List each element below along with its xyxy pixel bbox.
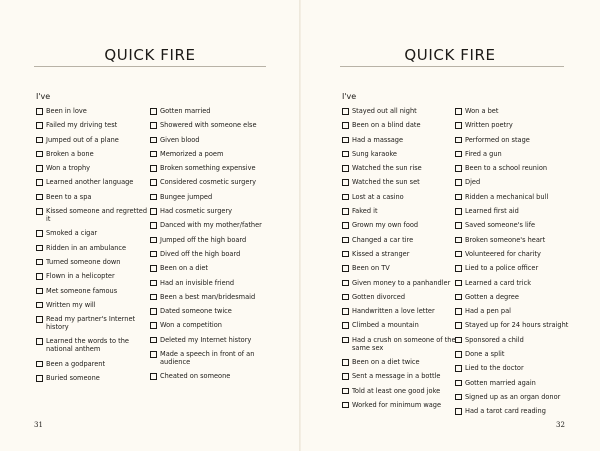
checklist-item (455, 221, 571, 229)
page-number: 32 (556, 421, 565, 429)
checklist-item (455, 121, 571, 129)
checklist-item (36, 136, 152, 144)
checklist-item-label: Learned first aid (465, 207, 519, 216)
checklist-item-label: Sponsored a child (465, 335, 524, 344)
checklist-item-label: Buried someone (46, 374, 100, 383)
checkbox-icon (342, 179, 349, 186)
checklist-item-label: Been in love (46, 107, 87, 115)
checklist-item-label: Jumped off the high board (160, 235, 247, 244)
checklist-item (455, 364, 571, 372)
checklist-item (342, 136, 460, 144)
checkbox-icon (342, 122, 349, 129)
checklist-item (455, 307, 571, 315)
checklist-item-label: Been to a spa (46, 192, 92, 201)
checklist-item-label: Been a best man/bridesmaid (160, 292, 256, 301)
checklist-item (150, 307, 266, 315)
checklist-item-label: Smoked a cigar (46, 229, 98, 238)
page-title: QUICK FIRE (404, 46, 496, 64)
checklist-item-label: Gotten married (160, 107, 211, 115)
checkbox-icon (455, 208, 462, 215)
checkbox-icon (342, 337, 349, 344)
checklist-item (455, 293, 571, 301)
checkbox-icon (342, 194, 349, 201)
checklist-item (455, 250, 571, 258)
checklist-item (455, 407, 571, 415)
checklist-item-label: Flown in a helicopter (46, 272, 115, 281)
checklist-item-label: Worked for minimum wage (352, 400, 442, 409)
checklist-item-label: Bungee jumped (160, 192, 213, 201)
checklist-item-label: Been on TV (352, 264, 390, 273)
checkbox-icon (150, 308, 157, 315)
checklist-item (150, 121, 266, 129)
checkbox-icon (150, 351, 157, 358)
checklist-item (342, 336, 460, 352)
checklist-item (342, 307, 460, 315)
checkbox-icon (342, 322, 349, 329)
checkbox-icon (342, 165, 349, 172)
checklist-item (36, 193, 152, 201)
checkbox-icon (36, 338, 43, 345)
title-rule (340, 66, 564, 67)
checklist-column-1 (342, 107, 460, 415)
checklist-item-label: Sung karaoke (352, 149, 397, 158)
checklist-item (150, 150, 266, 158)
checklist-item (36, 301, 152, 309)
checklist-item-label: Deleted my Internet history (160, 335, 252, 344)
intro-text: I've (36, 92, 51, 101)
checkbox-icon (36, 259, 43, 266)
checkbox-icon (36, 137, 43, 144)
checklist-item-label: Had a pen pal (465, 307, 511, 316)
checklist-item-label: Signed up as an organ donor (465, 392, 561, 401)
checklist-item (455, 207, 571, 215)
checkbox-icon (150, 108, 157, 115)
checklist-item-label: Showered with someone else (160, 121, 257, 130)
checklist-item-label: Gotten divorced (352, 292, 406, 301)
checklist-item-label: Written poetry (465, 121, 513, 130)
checklist-item (150, 321, 266, 329)
checklist-item (36, 258, 152, 266)
checklist-item-label: Dated someone twice (160, 307, 232, 316)
checklist-column-2 (150, 107, 266, 387)
checkbox-icon (150, 194, 157, 201)
checklist-item (36, 178, 152, 186)
checklist-item-label: Memorized a poem (160, 149, 224, 158)
checklist-item-label: Stayed up for 24 hours straight (465, 321, 569, 330)
checklist-item (36, 207, 152, 223)
checkbox-icon (150, 165, 157, 172)
checklist-item-label: Had cosmetic surgery (160, 207, 233, 216)
checklist-item-label: Been a godparent (46, 359, 106, 368)
checklist-item (342, 107, 460, 115)
checkbox-icon (150, 208, 157, 215)
checklist-item (150, 293, 266, 301)
checklist-item-label: Handwritten a love letter (352, 307, 435, 316)
checklist-item-label: Lied to a police officer (465, 264, 539, 273)
checkbox-icon (455, 408, 462, 415)
checkbox-icon (455, 337, 462, 344)
checklist-item (342, 178, 460, 186)
checkbox-icon (36, 108, 43, 115)
checklist-item (150, 264, 266, 272)
checkbox-icon (342, 388, 349, 395)
checkbox-icon (455, 179, 462, 186)
checkbox-icon (455, 294, 462, 301)
checkbox-icon (36, 165, 43, 172)
checklist-item-label: Had an invisible friend (160, 278, 235, 287)
checklist-item-label: Jumped out of a plane (46, 135, 119, 144)
checklist-item-label: Lied to the doctor (465, 364, 524, 373)
checklist-item (150, 207, 266, 215)
checklist-item-label: Won a competition (160, 321, 222, 330)
checkbox-icon (36, 122, 43, 129)
checkbox-icon (342, 137, 349, 144)
checklist-item (342, 250, 460, 258)
checkbox-icon (342, 222, 349, 229)
checklist-item (150, 178, 266, 186)
checkbox-icon (455, 380, 462, 387)
checkbox-icon (36, 316, 43, 323)
checkbox-icon (455, 365, 462, 372)
checkbox-icon (342, 237, 349, 244)
checklist-item-label: Stayed out all night (352, 107, 417, 115)
checklist-item-label: Grown my own food (352, 221, 419, 230)
checklist-item (455, 350, 571, 358)
checkbox-icon (150, 337, 157, 344)
checklist-item-label: Done a split (465, 350, 505, 359)
checklist-item-label: Told at least one good joke (352, 386, 441, 395)
checklist-item (150, 279, 266, 287)
checklist-item-label: Saved someone's life (465, 221, 536, 230)
checklist-item-label: Gotten a degree (465, 292, 519, 301)
checklist-item (342, 236, 460, 244)
checkbox-icon (150, 122, 157, 129)
checkbox-icon (36, 179, 43, 186)
checklist-item-label: Won a bet (465, 107, 499, 115)
checkbox-icon (455, 280, 462, 287)
checklist-item (455, 193, 571, 201)
checklist-item-label: Written my will (46, 300, 96, 309)
page-number: 31 (34, 421, 43, 429)
checklist-item-label: Danced with my mother/father (160, 221, 262, 230)
checklist-item (150, 336, 266, 344)
checkbox-icon (150, 222, 157, 229)
checklist-item-label: Had a crush on someone of the same sex (352, 335, 456, 352)
checklist-item (150, 350, 266, 366)
checklist-item-label: Kissed a stranger (352, 249, 410, 258)
checklist-item (342, 193, 460, 201)
checklist-item (455, 150, 571, 158)
checklist-item (150, 372, 266, 380)
checkbox-icon (455, 351, 462, 358)
checkbox-icon (36, 375, 43, 382)
checkbox-icon (342, 280, 349, 287)
checklist-item (36, 360, 152, 368)
checklist-item-label: Performed on stage (465, 135, 530, 144)
checklist-item-label: Learned another language (46, 178, 134, 187)
checklist-item (342, 121, 460, 129)
checklist-item (36, 374, 152, 382)
checklist-item (455, 379, 571, 387)
checklist-item-label: Considered cosmetic surgery (160, 178, 257, 187)
checkbox-icon (150, 322, 157, 329)
checklist-item (36, 337, 152, 353)
checkbox-icon (36, 245, 43, 252)
checklist-item-label: Broken someone's heart (465, 235, 546, 244)
checkbox-icon (150, 179, 157, 186)
checklist-item (150, 250, 266, 258)
checklist-item (342, 358, 460, 366)
checklist-item (342, 387, 460, 395)
checklist-item (342, 279, 460, 287)
checklist-item (342, 264, 460, 272)
checkbox-icon (150, 151, 157, 158)
checkbox-icon (455, 237, 462, 244)
checkbox-icon (342, 251, 349, 258)
checklist-item (455, 164, 571, 172)
checkbox-icon (342, 151, 349, 158)
checklist-item-label: Learned a card trick (465, 278, 532, 287)
checkbox-icon (455, 122, 462, 129)
checklist-item-label: Sent a message in a bottle (352, 372, 441, 381)
checklist-item (455, 336, 571, 344)
checkbox-icon (36, 302, 43, 309)
checklist-item-label: Ridden a mechanical bull (465, 192, 549, 201)
checkbox-icon (455, 394, 462, 401)
checklist-item (36, 244, 152, 252)
checkbox-icon (455, 194, 462, 201)
checklist-item (342, 207, 460, 215)
checklist-item-label: Cheated on someone (160, 372, 231, 381)
checkbox-icon (150, 251, 157, 258)
checkbox-icon (36, 208, 43, 215)
right-page (300, 0, 600, 451)
checkbox-icon (36, 288, 43, 295)
checklist-item (36, 121, 152, 129)
checklist-item (150, 236, 266, 244)
checkbox-icon (455, 151, 462, 158)
checkbox-icon (150, 265, 157, 272)
checklist-item (150, 164, 266, 172)
checklist-item (342, 321, 460, 329)
checkbox-icon (342, 359, 349, 366)
checklist-item (342, 372, 460, 380)
checkbox-icon (455, 322, 462, 329)
page-title: QUICK FIRE (104, 46, 196, 64)
checklist-item-label: Watched the sun rise (352, 164, 422, 173)
checkbox-icon (455, 165, 462, 172)
checklist-item-label: Faked it (352, 207, 378, 216)
checkbox-icon (342, 294, 349, 301)
checklist-item-label: Ridden in an ambulance (46, 243, 127, 252)
checkbox-icon (150, 137, 157, 144)
checklist-item-label: Made a speech in front of an audience (160, 350, 255, 367)
checklist-item-label: Broken something expensive (160, 164, 256, 173)
checklist-item (36, 315, 152, 331)
checkbox-icon (150, 373, 157, 380)
checkbox-icon (455, 251, 462, 258)
checklist-item (36, 229, 152, 237)
checklist-item-label: Had a tarot card reading (465, 407, 546, 416)
checkbox-icon (455, 308, 462, 315)
checklist-item (150, 221, 266, 229)
checklist-item-label: Given money to a panhandler (352, 278, 451, 287)
checklist-item (342, 221, 460, 229)
checklist-item-label: Volunteered for charity (465, 249, 541, 258)
checklist-item-label: Dived off the high board (160, 249, 241, 258)
checklist-item-label: Lost at a casino (352, 192, 404, 201)
checkbox-icon (342, 265, 349, 272)
checkbox-icon (36, 230, 43, 237)
checklist-item (342, 150, 460, 158)
checklist-column-2 (455, 107, 571, 422)
checklist-item-label: Changed a car tire (352, 235, 414, 244)
checklist-item-label: Won a trophy (46, 164, 91, 173)
checkbox-icon (342, 208, 349, 215)
checklist-item-label: Been to a school reunion (465, 164, 548, 173)
checklist-item (342, 293, 460, 301)
checklist-item-label: Given blood (160, 135, 200, 144)
checkbox-icon (455, 108, 462, 115)
checklist-item (455, 136, 571, 144)
checklist-item (36, 107, 152, 115)
checklist-item (455, 178, 571, 186)
checkbox-icon (342, 108, 349, 115)
checkbox-icon (36, 361, 43, 368)
checklist-item-label: Broken a bone (46, 149, 94, 158)
checklist-item (150, 107, 266, 115)
checklist-item-label: Watched the sun set (352, 178, 420, 187)
title-rule (34, 66, 266, 67)
checklist-item-label: Fired a gun (465, 149, 502, 158)
checklist-item-label: Failed my driving test (46, 121, 118, 130)
checklist-item-label: Been on a diet (160, 264, 209, 273)
checkbox-icon (455, 265, 462, 272)
checkbox-icon (455, 222, 462, 229)
checklist-item-label: Turned someone down (46, 257, 121, 266)
checklist-item (36, 150, 152, 158)
checklist-item (36, 164, 152, 172)
checklist-item-label: Kissed someone and regretted it (46, 207, 148, 224)
checklist-item (150, 193, 266, 201)
checklist-item-label: Had a massage (352, 135, 404, 144)
checklist-item-label: Djed (465, 178, 481, 187)
checkbox-icon (150, 294, 157, 301)
checklist-item-label: Met someone famous (46, 286, 118, 295)
checklist-item-label: Read my partner's Internet history (46, 315, 136, 332)
checklist-item (455, 321, 571, 329)
checkbox-icon (150, 237, 157, 244)
checklist-item (36, 272, 152, 280)
checkbox-icon (342, 402, 349, 409)
checkbox-icon (150, 280, 157, 287)
checkbox-icon (342, 308, 349, 315)
checklist-item (150, 136, 266, 144)
checklist-item (455, 107, 571, 115)
checklist-item (36, 287, 152, 295)
checklist-item (455, 236, 571, 244)
checklist-item (342, 164, 460, 172)
checklist-item-label: Been on a blind date (352, 121, 421, 130)
intro-text: I've (342, 92, 357, 101)
checkbox-icon (36, 151, 43, 158)
checklist-item-label: Gotten married again (465, 378, 536, 387)
checklist-item (455, 393, 571, 401)
checklist-item (455, 279, 571, 287)
checkbox-icon (36, 273, 43, 280)
checklist-item-label: Been on a diet twice (352, 358, 420, 367)
checklist-item-label: Learned the words to the national anthem (46, 337, 129, 354)
checklist-column-1 (36, 107, 152, 388)
checklist-item-label: Climbed a mountain (352, 321, 419, 330)
checklist-item (342, 401, 460, 409)
checkbox-icon (36, 194, 43, 201)
checkbox-icon (342, 373, 349, 380)
checkbox-icon (455, 137, 462, 144)
checklist-item (455, 264, 571, 272)
